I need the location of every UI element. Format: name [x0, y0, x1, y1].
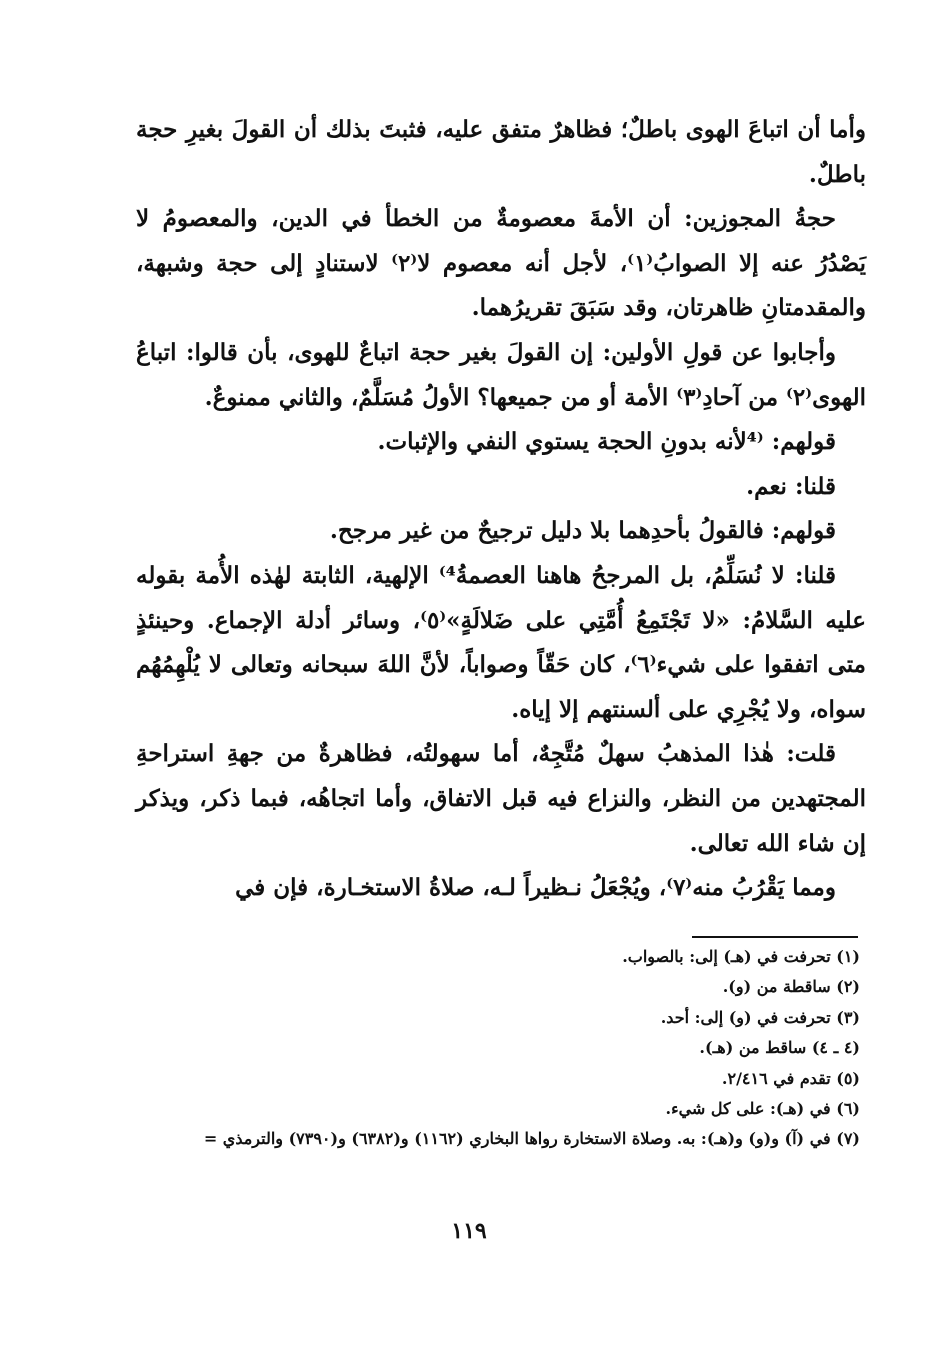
- footnotes: [90, 942, 860, 1155]
- footnote-4: (٤ ـ ٤) ساقط من (هـ).: [699, 1038, 860, 1058]
- paragraph-9: ومما يَقْرُبُ منه⁽٧⁾، ويُجْعَلُ نـظيراً لـه، صلاةُ الاستخـارة، فإن في: [235, 874, 836, 902]
- footnote-7: (٧) في (آ) و(و) و(هـ): به. وصلاة الاستخارة رواها البخاري (١١٦٢) و(٦٣٨٢) و(٧٣٩٠) والترمذي =: [203, 1129, 860, 1149]
- paragraph-2: حجةُ المجوزين: أن الأمةَ معصومةٌ من الخطأ في الدين، والمعصومُ لا يَصْدُرُ عنه إلا الصوابُ⁽١⁾، لأجل أنه معصوم لا⁽٢⁾ لاستنادٍ إلى حجة وشبهة، والمقدمتانِ ظاهرتان، وقد سَبَقَ تقريرُهما.: [136, 205, 866, 322]
- paragraph-7: قلنا: لا نُسَلِّمُ، بل المرجحُ هاهنا العصمةُ⁴⁾ الإلهية، الثابتة لهٰذه الأُمة بقوله عليه السَّلامُ: «لا تَجْتَمِعُ أُمَّتِي على ضَلالَةٍ»⁽٥⁾، وسائر أدلة الإجماع. وحينئذٍ متى اتفقوا على شيء⁽٦⁾، كان حَقّاً وصواباً، لأنَّ اللهَ سبحانه وتعالى لا يُلْهِمُهُم سواه، ولا يُجْرِي على ألسنتهم إلا إياه.: [136, 561, 867, 723]
- footnote-separator: [692, 936, 858, 938]
- paragraph-5: قلنا: نعم.: [746, 472, 836, 500]
- footnote-2: (٢) ساقطة من (و).: [722, 977, 860, 997]
- paragraph-3: وأجابوا عن قولِ الأولين: إن القولَ بغير حجة اتباعٌ للهوى، بأن قالوا: اتباعُ الهوى⁽٢⁾ من آحادِ⁽٣⁾ الأمة أو من جميعها؟ الأولُ مُسَلَّمٌ، والثاني ممنوعٌ.: [136, 338, 866, 411]
- paragraph-1: وأما أن اتباعَ الهوى باطلٌ؛ فظاهرٌ متفق عليه، فثبتَ بذلك أن القولَ بغيرِ حجة باطلٌ.: [136, 116, 866, 188]
- footnote-1: (١) تحرفت في (هـ) إلى: بالصواب.: [622, 947, 860, 966]
- paragraph-8: قلت: هٰذا المذهبُ سهلٌ مُتَّجِهٌ، أما سهولتُه، فظاهرةٌ من جهةِ استراحةِ المجتهدين من النظر، والنزاع فيه قبل الاتفاق، وأما اتجاهُه، فبما ذكر، ويذكر إن شاء الله تعالى.: [136, 740, 866, 857]
- page-number: ١١٩: [451, 1218, 487, 1244]
- footnote-3: (٣) تحرفت في (و) إلى: أحد.: [660, 1007, 860, 1027]
- footnote-5: (٥) تقدم في ٢/٤١٦.: [721, 1068, 860, 1088]
- paragraph-4: قولهم: ⁽⁴لأنه بدونِ الحجة يستوي النفي والإثبات.: [377, 428, 836, 456]
- footnote-6: (٦) في (هـ): على كل شيء.: [665, 1099, 860, 1119]
- paragraph-6: قولهم: فالقولُ بأحدِهما بلا دليل ترجيحٌ من غير مرجح.: [329, 517, 836, 545]
- main-text: [136, 108, 866, 911]
